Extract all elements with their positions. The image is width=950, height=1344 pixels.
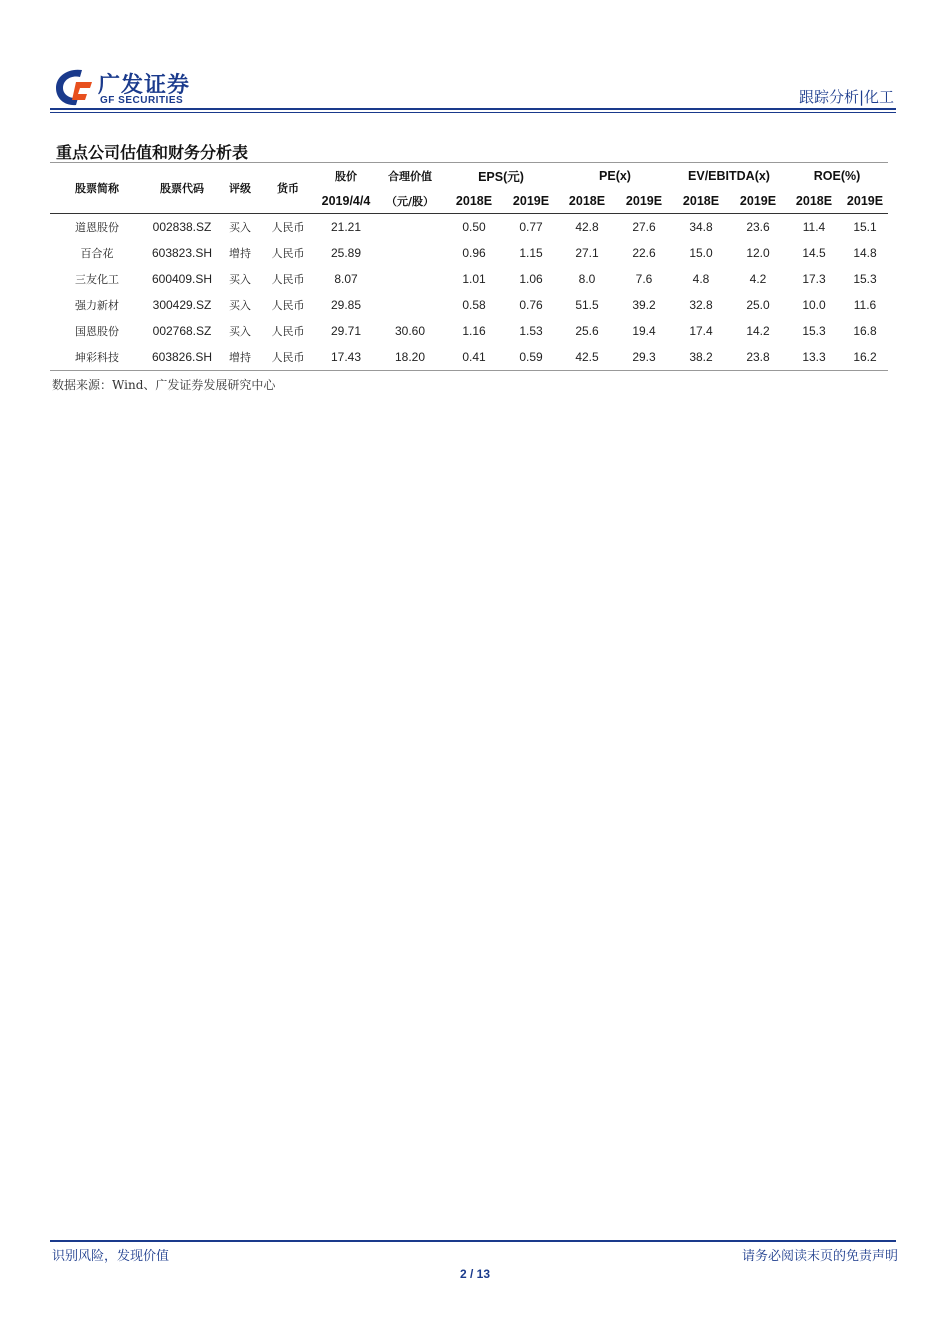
cell-pe-2019e: 27.6	[632, 220, 656, 234]
header-name: 股票简称	[50, 163, 144, 214]
valuation-table	[50, 162, 888, 371]
cell-code: 002768.SZ	[152, 324, 212, 338]
cell-price: 17.43	[316, 344, 376, 371]
cell-roe-2019e: 14.8	[853, 246, 877, 260]
cell-rating: 买入	[229, 273, 251, 286]
cell-eps-2018e: 1.16	[462, 324, 486, 338]
cell-eps-2019e: 0.76	[519, 298, 543, 312]
cell-ev-2018e: 38.2	[672, 344, 730, 371]
header-roe-2019e: 2019E	[842, 188, 888, 214]
cell-pe-2018e: 25.6	[575, 324, 599, 338]
table-title: 重点公司估值和财务分析表	[56, 143, 249, 162]
cell-currency: 人民币	[271, 247, 305, 260]
cell-pe-2019e: 22.6	[632, 246, 656, 260]
cell-pe-2018e: 27.1	[575, 246, 599, 260]
header-eps-2018e: 2018E	[444, 188, 504, 214]
cell-code: 300429.SZ	[152, 298, 212, 312]
header-pe-2019e: 2019E	[616, 188, 672, 214]
cell-eps-2018e: 0.58	[462, 298, 486, 312]
header-ev-ebitda: EV/EBITDA(x)	[672, 163, 786, 189]
table-header-row	[50, 163, 888, 189]
header-pe-2018e: 2018E	[558, 188, 616, 214]
cell-eps-2019e: 1.06	[519, 272, 543, 286]
header-price-date: 2019/4/4	[316, 188, 376, 214]
cell-fair-value: 30.60	[394, 324, 426, 338]
header-divider-thin	[50, 112, 896, 113]
cell-ev-2019e: 23.6	[746, 220, 770, 234]
cell-name: 百合花	[80, 247, 114, 260]
cell-pe-2019e: 7.6	[635, 272, 653, 286]
cell-ev-2019e: 14.2	[746, 324, 770, 338]
cell-currency: 人民币	[271, 221, 305, 234]
header-code: 股票代码	[144, 163, 220, 214]
gf-logo-icon	[52, 66, 96, 108]
cell-eps-2018e: 0.96	[462, 246, 486, 260]
cell-eps-2019e: 1.15	[519, 246, 543, 260]
header-eps-2019e: 2019E	[504, 188, 558, 214]
table-row	[50, 344, 888, 371]
header-currency: 货币	[260, 163, 316, 214]
cell-pe-2019e: 39.2	[632, 298, 656, 312]
table-row	[50, 240, 888, 266]
table-row	[50, 214, 888, 241]
logo-english-text: GF SECURITIES	[100, 95, 184, 106]
cell-ev-2018e: 17.4	[689, 324, 713, 338]
cell-roe-2019e: 16.2	[842, 344, 888, 371]
page-number: 2 / 13	[459, 1267, 491, 1281]
cell-roe-2018e: 10.0	[802, 298, 826, 312]
cell-roe-2018e: 15.3	[802, 324, 826, 338]
cell-name: 强力新材	[75, 299, 119, 312]
cell-roe-2019e: 11.6	[853, 298, 877, 312]
cell-eps-2019e: 0.59	[504, 344, 558, 371]
cell-price: 8.07	[334, 272, 358, 286]
cell-roe-2018e: 11.4	[802, 220, 826, 234]
cell-fair-value	[376, 214, 444, 241]
footer-divider	[50, 1240, 896, 1242]
cell-eps-2018e: 0.41	[444, 344, 504, 371]
header-roe: ROE(%)	[786, 163, 888, 189]
cell-code: 603823.SH	[151, 246, 213, 260]
header-pe: PE(x)	[558, 163, 672, 189]
header-fair-value-unit: （元/股）	[376, 188, 444, 214]
table-row	[50, 266, 888, 292]
cell-fair-value: 18.20	[376, 344, 444, 371]
cell-rating: 增持	[229, 247, 251, 260]
cell-rating: 增持	[220, 344, 260, 371]
header-eps: EPS(元)	[444, 163, 558, 189]
cell-eps-2018e: 1.01	[462, 272, 486, 286]
cell-ev-2018e: 15.0	[689, 246, 713, 260]
cell-pe-2018e: 42.5	[558, 344, 616, 371]
cell-ev-2019e: 12.0	[746, 246, 770, 260]
cell-pe-2018e: 51.5	[575, 298, 599, 312]
cell-eps-2018e: 0.50	[462, 220, 486, 234]
cell-ev-2018e: 34.8	[689, 220, 713, 234]
cell-currency: 人民币	[271, 299, 305, 312]
cell-rating: 买入	[229, 299, 251, 312]
header-roe-2018e: 2018E	[786, 188, 842, 214]
cell-pe-2018e: 8.0	[578, 272, 596, 286]
cell-name: 三友化工	[75, 273, 119, 286]
cell-eps-2019e: 0.77	[519, 220, 543, 234]
cell-pe-2019e: 19.4	[632, 324, 656, 338]
footer-disclaimer-note: 请务必阅读末页的免责声明	[741, 1249, 898, 1264]
table-row	[50, 292, 888, 318]
logo-chinese-text: 广发证券	[98, 73, 191, 98]
cell-currency: 人民币	[260, 344, 316, 371]
cell-code: 002838.SZ	[152, 220, 212, 234]
header-rating: 评级	[220, 163, 260, 214]
header-ev-2019e: 2019E	[730, 188, 786, 214]
cell-name: 国恩股份	[75, 325, 119, 338]
cell-ev-2019e: 23.8	[730, 344, 786, 371]
cell-code: 603826.SH	[144, 344, 220, 371]
cell-code: 600409.SH	[151, 272, 213, 286]
cell-roe-2018e: 17.3	[802, 272, 826, 286]
cell-ev-2019e: 25.0	[746, 298, 770, 312]
cell-price: 25.89	[330, 246, 362, 260]
cell-roe-2018e: 13.3	[786, 344, 842, 371]
cell-rating: 买入	[229, 325, 251, 338]
cell-price: 29.85	[330, 298, 362, 312]
cell-pe-2018e: 42.8	[575, 220, 599, 234]
cell-currency: 人民币	[271, 325, 305, 338]
data-source-note: 数据来源：Wind、广发证券发展研究中心	[52, 378, 276, 392]
cell-roe-2018e: 14.5	[802, 246, 826, 260]
header-fair-value: 合理价值	[376, 163, 444, 189]
cell-pe-2019e: 29.3	[616, 344, 672, 371]
cell-ev-2018e: 4.8	[692, 272, 710, 286]
cell-name: 坤彩科技	[50, 344, 144, 371]
cell-roe-2019e: 15.3	[853, 272, 877, 286]
cell-roe-2019e: 15.1	[853, 220, 877, 234]
cell-name: 道恩股份	[75, 221, 119, 234]
cell-roe-2019e: 16.8	[853, 324, 877, 338]
cell-rating: 买入	[229, 221, 251, 234]
cell-fair-value	[376, 240, 444, 266]
gf-securities-logo	[52, 66, 212, 110]
header-price: 股价	[316, 163, 376, 189]
cell-currency: 人民币	[271, 273, 305, 286]
cell-eps-2019e: 1.53	[519, 324, 543, 338]
cell-ev-2018e: 32.8	[689, 298, 713, 312]
cell-price: 29.71	[330, 324, 362, 338]
table-row	[50, 318, 888, 344]
cell-price: 21.21	[330, 220, 362, 234]
header-ev-2018e: 2018E	[672, 188, 730, 214]
cell-ev-2019e: 4.2	[749, 272, 767, 286]
cell-fair-value	[376, 266, 444, 292]
report-type: 跟踪分析|化工	[798, 88, 894, 106]
header-divider	[50, 108, 896, 110]
footer-slogan: 识别风险，发现价值	[52, 1249, 170, 1264]
cell-fair-value	[376, 292, 444, 318]
